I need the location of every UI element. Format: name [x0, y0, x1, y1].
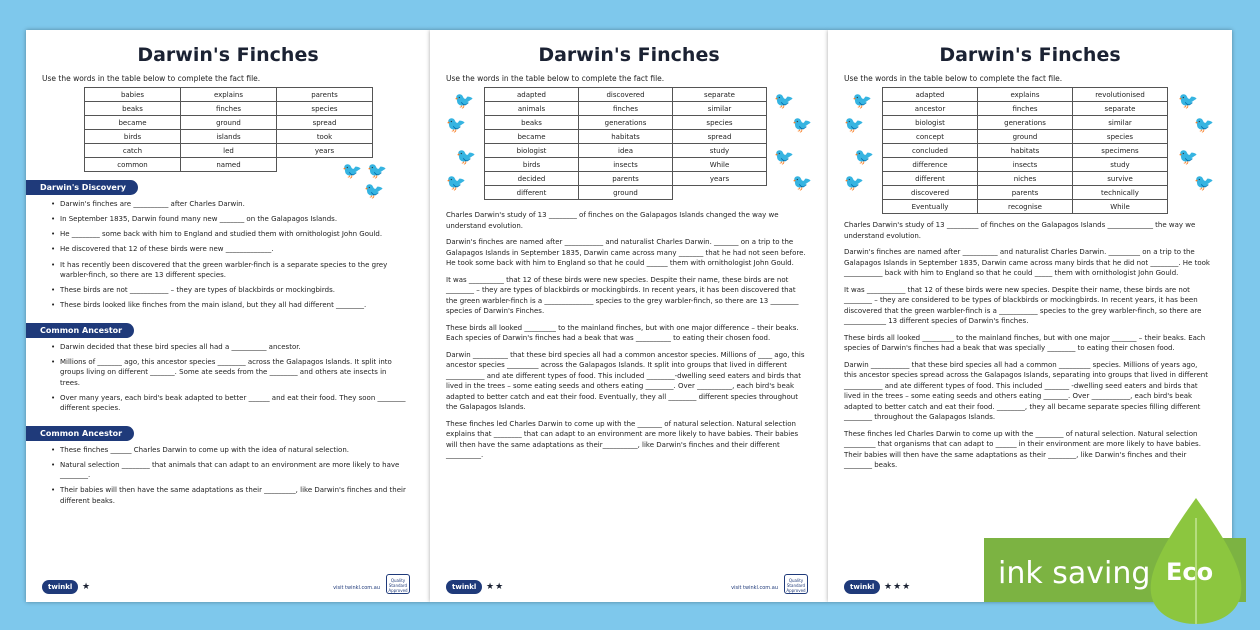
word-cell: species — [277, 102, 373, 116]
word-row — [85, 116, 373, 130]
quality-badge: Quality Standard Approved — [784, 574, 808, 594]
word-cell: habitats — [579, 130, 673, 144]
difficulty-stars: ★★ — [486, 582, 505, 592]
bird-icon: 🐦 — [446, 115, 466, 134]
word-cell: parents — [579, 172, 673, 186]
word-cell: finches — [579, 102, 673, 116]
bird-icon: 🐦 — [852, 91, 872, 110]
word-table — [84, 87, 373, 172]
word-cell: finches — [978, 102, 1073, 116]
word-row — [485, 130, 767, 144]
word-row — [883, 116, 1168, 130]
word-cell: specimens — [1073, 144, 1168, 158]
word-row — [485, 172, 767, 186]
bird-icon: 🐦 — [844, 115, 864, 134]
cloze-paragraph: Charles Darwin's study of 13 ________ of finches on the Galapagos Islands changed the way we understand evolution. — [446, 211, 779, 230]
fact-item: • He discovered that 12 of these birds were new _____________. — [60, 244, 406, 254]
word-cell: parents — [277, 88, 373, 102]
ink-saving-label: ink saving — [998, 556, 1151, 591]
cloze-paragraph: These finches led Charles Darwin to come up with the _______ of natural selection. Natural selection explains that ________ that can adapt to an environment are more likely to have babies. Their babies will then have the same adaptations as their__________, like Darwin's finches and their different __________. — [446, 419, 799, 459]
word-cell: islands — [181, 130, 277, 144]
word-cell: study — [673, 144, 767, 158]
word-row — [85, 158, 373, 172]
fact-list — [42, 342, 414, 413]
cloze-paragraph: Darwin ___________ that these bird species all had a common _________ species. Millions of years ago, this ancestor species spread across the Galapagos Islands, separating into groups that lived in different ___________ and ate different types of food. This included _______ -dwelling seed eaters and birds that lived in the trees – some eating seeds and others eating _______. Over ___________, each bird's beak adapted to better catch and eat their food. ________, they all became separate species filling different ________ throughout the Galapagos Islands. — [844, 360, 1208, 421]
eco-label: Eco — [1166, 558, 1214, 586]
visit-link: visit twinkl.com.au — [731, 585, 778, 591]
fact-item: • Darwin's finches are __________ after Charles Darwin. — [60, 199, 406, 209]
bird-icon: 🐦 — [854, 147, 874, 166]
twinkl-logo: twinkl — [42, 580, 78, 594]
word-cell: adapted — [485, 88, 579, 102]
word-cell: generations — [978, 116, 1073, 130]
word-cell: While — [673, 158, 767, 172]
cloze-paragraph: It was ___________ that 12 of these birds were new species. Despite their name, these birds are not ________ – they are considered to be types of blackbirds or mockingbirds. In recent years, it has been discovered that the green warbler-finch is a ___________ species to the grey warbler-finch, so there are ____________ 13 different species of Darwin's finches. — [844, 285, 1202, 325]
word-cell: named — [181, 158, 277, 172]
word-cell: spread — [673, 130, 767, 144]
word-cell: decided — [485, 172, 579, 186]
bird-icon: 🐦 — [792, 173, 812, 192]
bird-icon: 🐦 — [792, 115, 812, 134]
word-cell: became — [85, 116, 181, 130]
cloze-paragraph: Darwin's finches are named after ___________ and naturalist Charles Darwin. _______ on a trip to the Galapagos Islands in September 1835, Darwin came across many _______ that he had not seen before. He took some back with him to England so that he could ______ them with ornithologist John Gould. — [446, 238, 806, 267]
fact-item: • Darwin decided that these bird species all had a __________ ancestor. — [60, 342, 406, 352]
bird-icon: 🐦 — [1178, 91, 1198, 110]
word-cell: beaks — [485, 116, 579, 130]
cloze-paragraph: These birds all looked _________ to the mainland finches, but with one major _______ – their beaks. Each species of Darwin's finches had a beak that was specially ________ to eating their chosen food. — [844, 333, 1206, 352]
word-cell: While — [1073, 200, 1168, 214]
cloze-paragraph: These birds all looked _________ to the mainland finches, but with one major difference – their beaks. Each species of Darwin's finches had a beak that was __________ to eating their chosen food. — [446, 323, 799, 342]
bird-icon: 🐦 — [774, 147, 794, 166]
cloze-paragraph: It was __________ that 12 of these birds were new species. Despite their name, these birds are not ________ – they are types of blackbirds or mockingbirds. In recent years, it has been discovered that the green warbler-finch is a ______________ species to the grey warbler-finch, so there are 13 ________ species of Darwin's Finches. — [446, 275, 799, 315]
section-heading: Common Ancestor — [26, 323, 134, 338]
word-cell: discovered — [579, 88, 673, 102]
word-table — [484, 87, 767, 200]
section-heading: Darwin's Discovery — [26, 180, 138, 195]
twinkl-logo: twinkl — [844, 580, 880, 594]
fact-item: • Millions of _______ ago, this ancestor species ________ across the Galapagos Islands. It split into groups living on different _______. Some ate seeds from the ________ and others ate insects in trees. — [60, 357, 406, 387]
word-cell: survive — [1073, 172, 1168, 186]
word-cell: common — [85, 158, 181, 172]
word-row — [883, 158, 1168, 172]
fact-item: • Natural selection ________ that animals that can adapt to an environment are more likely to have ________. — [60, 460, 406, 480]
bird-icon: 🐦 — [364, 181, 384, 200]
word-cell: led — [181, 144, 277, 158]
word-cell: explains — [181, 88, 277, 102]
worksheet-2 — [430, 30, 828, 602]
word-cell: different — [883, 172, 978, 186]
instructions: Use the words in the table below to complete the fact file. — [844, 74, 1063, 83]
word-cell: biologist — [883, 116, 978, 130]
fact-item: • Their babies will then have the same adaptations as their _________, like Darwin's finches and their different beaks. — [60, 485, 406, 505]
word-row — [485, 144, 767, 158]
word-row — [883, 144, 1168, 158]
word-cell: ancestor — [883, 102, 978, 116]
word-cell: study — [1073, 158, 1168, 172]
word-cell: habitats — [978, 144, 1073, 158]
bird-icon: 🐦 — [454, 91, 474, 110]
page-title: Darwin's Finches — [939, 44, 1121, 66]
word-cell: biologist — [485, 144, 579, 158]
worksheet-1 — [26, 30, 430, 602]
fact-item: • These birds looked like finches from the main island, but they all had different ________. — [60, 300, 406, 310]
word-cell: parents — [978, 186, 1073, 200]
fact-item: • In September 1835, Darwin found many new _______ on the Galapagos Islands. — [60, 214, 406, 224]
word-cell: years — [673, 172, 767, 186]
fact-item: • These finches ______ Charles Darwin to come up with the idea of natural selection. — [60, 445, 406, 455]
word-row — [85, 102, 373, 116]
word-cell: difference — [883, 158, 978, 172]
word-cell: insects — [978, 158, 1073, 172]
word-cell: separate — [673, 88, 767, 102]
word-row — [883, 200, 1168, 214]
word-cell: catch — [85, 144, 181, 158]
fact-list — [42, 445, 414, 506]
twinkl-logo: twinkl — [446, 580, 482, 594]
word-cell: niches — [978, 172, 1073, 186]
quality-badge: Quality Standard Approved — [386, 574, 410, 594]
word-cell: separate — [1073, 102, 1168, 116]
cloze-paragraph: These finches led Charles Darwin to come up with the ________ of natural selection. Natural selection _________ that organisms that can adapt to ______ in their environment are more likely to have babies. Their babies will then have the same adaptations as their ________, like Darwin's finches and their ________ beaks. — [844, 429, 1201, 469]
cloze-paragraph: Charles Darwin's study of 13 _________ of finches on the Galapagos Islands _____________ the way we understand evolution. — [844, 221, 1196, 240]
word-cell: took — [277, 130, 373, 144]
word-cell: ground — [181, 116, 277, 130]
word-row — [485, 102, 767, 116]
word-cell: explains — [978, 88, 1073, 102]
fact-item: • These birds are not ___________ – they are types of blackbirds or mockingbirds. — [60, 285, 406, 295]
word-row — [485, 116, 767, 130]
fact-item: • It has recently been discovered that the green warbler-finch is a separate species to the grey warbler-finch, so there are 13 different species. — [60, 260, 406, 280]
word-cell: babies — [85, 88, 181, 102]
difficulty-stars: ★ — [82, 582, 92, 592]
word-cell: animals — [485, 102, 579, 116]
word-cell: similar — [673, 102, 767, 116]
word-row — [883, 130, 1168, 144]
word-cell — [673, 186, 767, 200]
word-cell: concluded — [883, 144, 978, 158]
bird-icon: 🐦 — [1178, 147, 1198, 166]
word-cell: ground — [579, 186, 673, 200]
word-cell: similar — [1073, 116, 1168, 130]
word-cell: finches — [181, 102, 277, 116]
word-cell: ground — [978, 130, 1073, 144]
footer — [42, 572, 414, 594]
bird-icon: 🐦 — [446, 173, 466, 192]
word-row — [883, 102, 1168, 116]
bird-icon: 🐦 — [456, 147, 476, 166]
word-cell: different — [485, 186, 579, 200]
word-cell: years — [277, 144, 373, 158]
word-row — [883, 172, 1168, 186]
word-table — [882, 87, 1168, 214]
word-cell: species — [1073, 130, 1168, 144]
word-cell: discovered — [883, 186, 978, 200]
word-cell: species — [673, 116, 767, 130]
page-title: Darwin's Finches — [538, 44, 720, 66]
word-cell: generations — [579, 116, 673, 130]
fact-list — [42, 199, 414, 310]
word-row — [85, 88, 373, 102]
word-row — [485, 88, 767, 102]
word-row — [883, 88, 1168, 102]
cloze-paragraph: Darwin's finches are named after __________ and naturalist Charles Darwin. _________ on a trip to the Galapagos Islands in September 1835, Darwin came across many birds that he did not ________. He took ___________ back with him to England so that he could _____ them with ornithologist John Gould. — [844, 248, 1210, 277]
word-cell: insects — [579, 158, 673, 172]
fact-item: • He ________ some back with him to England and studied them with ornithologist John Gould. — [60, 229, 406, 239]
word-row — [85, 144, 373, 158]
word-row — [485, 158, 767, 172]
bird-icon: 🐦 — [1194, 115, 1214, 134]
word-cell: spread — [277, 116, 373, 130]
word-cell: birds — [485, 158, 579, 172]
bird-icon: 🐦 — [774, 91, 794, 110]
word-cell: became — [485, 130, 579, 144]
cloze-paragraph: Darwin __________ that these bird species all had a common ancestor species. Millions of ____ ago, this ancestor species _________ across the Galapagos Islands. It split into groups that lived in different ___________ and ate different types of food. This included ________-dwelling seed eaters and birds that lived in the trees – some eating seeds and others eating ________. Over __________, each bird's beak adapted to better catch and eat their food. Eventually, they all ________ different species throughout the Galapagos Islands. — [446, 350, 805, 411]
footer — [446, 572, 812, 594]
bird-icon: 🐦 — [844, 173, 864, 192]
instructions: Use the words in the table below to complete the fact file. — [42, 74, 261, 83]
word-row — [883, 186, 1168, 200]
word-cell: beaks — [85, 102, 181, 116]
word-cell: birds — [85, 130, 181, 144]
section-heading: Common Ancestor — [26, 426, 134, 441]
word-cell: recognise — [978, 200, 1073, 214]
word-row — [485, 186, 767, 200]
word-cell: idea — [579, 144, 673, 158]
fact-item: • Over many years, each bird's beak adapted to better ______ and eat their food. They soon ________ different species. — [60, 393, 406, 413]
difficulty-stars: ★★★ — [884, 582, 912, 592]
word-cell: technically — [1073, 186, 1168, 200]
bird-icon: 🐦 🐦 — [342, 161, 387, 180]
page-title: Darwin's Finches — [137, 44, 319, 66]
word-row — [85, 130, 373, 144]
word-cell: concept — [883, 130, 978, 144]
instructions: Use the words in the table below to complete the fact file. — [446, 74, 665, 83]
word-cell: Eventually — [883, 200, 978, 214]
visit-link: visit twinkl.com.au — [333, 585, 380, 591]
bird-icon: 🐦 — [1194, 173, 1214, 192]
word-cell: revolutionised — [1073, 88, 1168, 102]
word-cell: adapted — [883, 88, 978, 102]
